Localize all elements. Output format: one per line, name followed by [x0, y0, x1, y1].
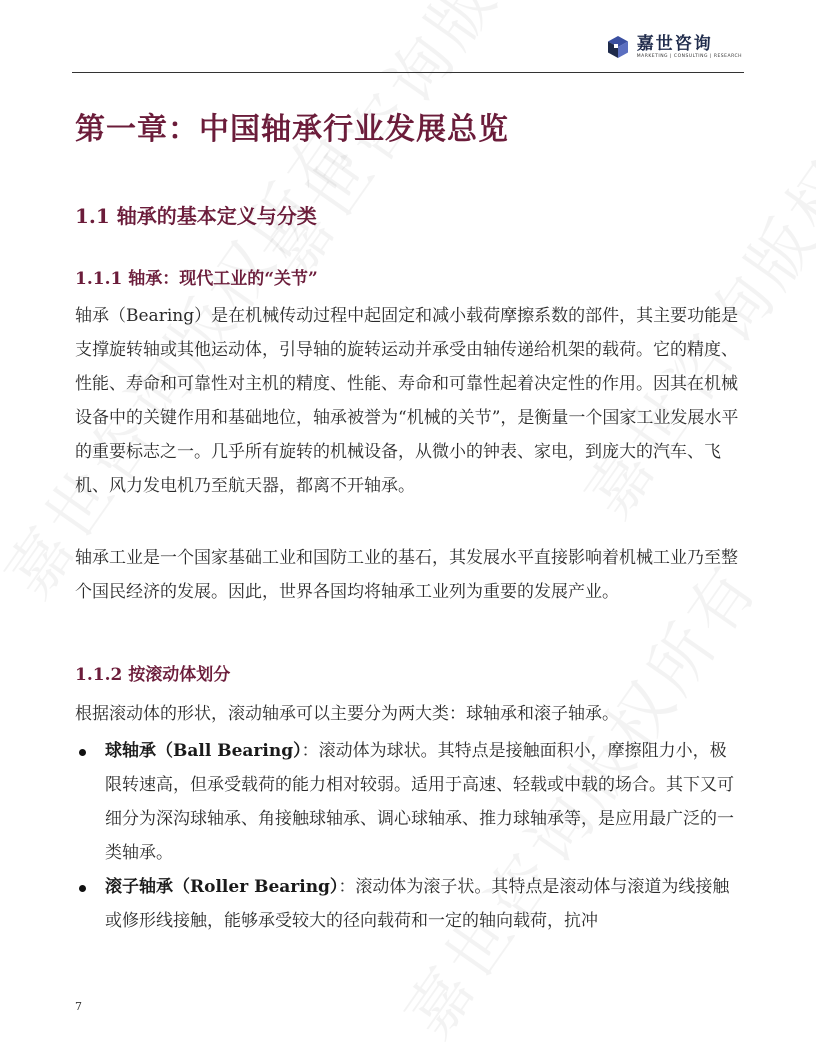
bearing-type-list [75, 734, 743, 938]
bullet-text: ：滚动体为滚子状。其特点是滚动体与滚道为线接触或修形线接触，能够承受较大的径向载荷和一定的轴向载荷，抗冲 [105, 877, 730, 931]
list-item [75, 734, 743, 870]
logo-name: 嘉世咨询 [636, 34, 713, 54]
subsection-title: 1.1.1 轴承：现代工业的“关节” [75, 269, 318, 289]
bullet-icon [79, 885, 86, 892]
header-divider [72, 72, 744, 73]
section-title: 1.1 轴承的基本定义与分类 [75, 204, 317, 228]
list-item [75, 870, 743, 938]
logo-cube-icon [605, 34, 631, 60]
page-number: 7 [75, 1000, 82, 1013]
company-logo [605, 34, 742, 60]
paragraph: 轴承（Bearing）是在机械传动过程中起固定和减小载荷摩擦系数的部件，其主要功能是支撑旋转轴或其他运动体，引导轴的旋转运动并承受由轴传递给机架的载荷。它的精度、性能、寿命和可靠性对主机的精度、性能、寿命和可靠性起着决定性的作用。因其在机械设备中的关键作用和基础地位，轴承被誉为“机械的关节”，是衡量一个国家工业发展水平的重要标志之一。几乎所有旋转的机械设备，从微小的钟表、家电，到庞大的汽车、飞机、风力发电机乃至航天器，都离不开轴承。 [75, 306, 739, 496]
bullet-icon [79, 749, 86, 756]
chapter-title: 第一章：中国轴承行业发展总览 [75, 112, 509, 147]
logo-tagline: MARKETING | CONSULTING | RESEARCH [636, 54, 742, 59]
bullet-term: 球轴承（Ball Bearing） [105, 741, 302, 761]
paragraph: 根据滚动体的形状，滚动轴承可以主要分为两大类：球轴承和滚子轴承。 [75, 704, 619, 724]
bullet-text: ：滚动体为球状。其特点是接触面积小，摩擦阻力小，极限转速高，但承受载荷的能力相对较弱。适用于高速、轻载或中载的场合。其下又可细分为深沟球轴承、角接触球轴承、调心球轴承、推力球轴承等，是应用最广泛的一类轴承。 [105, 741, 734, 863]
subsection-title: 1.1.2 按滚动体划分 [75, 665, 231, 685]
bullet-term: 滚子轴承（Roller Bearing） [105, 877, 339, 897]
paragraph: 轴承工业是一个国家基础工业和国防工业的基石，其发展水平直接影响着机械工业乃至整个国民经济的发展。因此，世界各国均将轴承工业列为重要的发展产业。 [75, 548, 738, 602]
